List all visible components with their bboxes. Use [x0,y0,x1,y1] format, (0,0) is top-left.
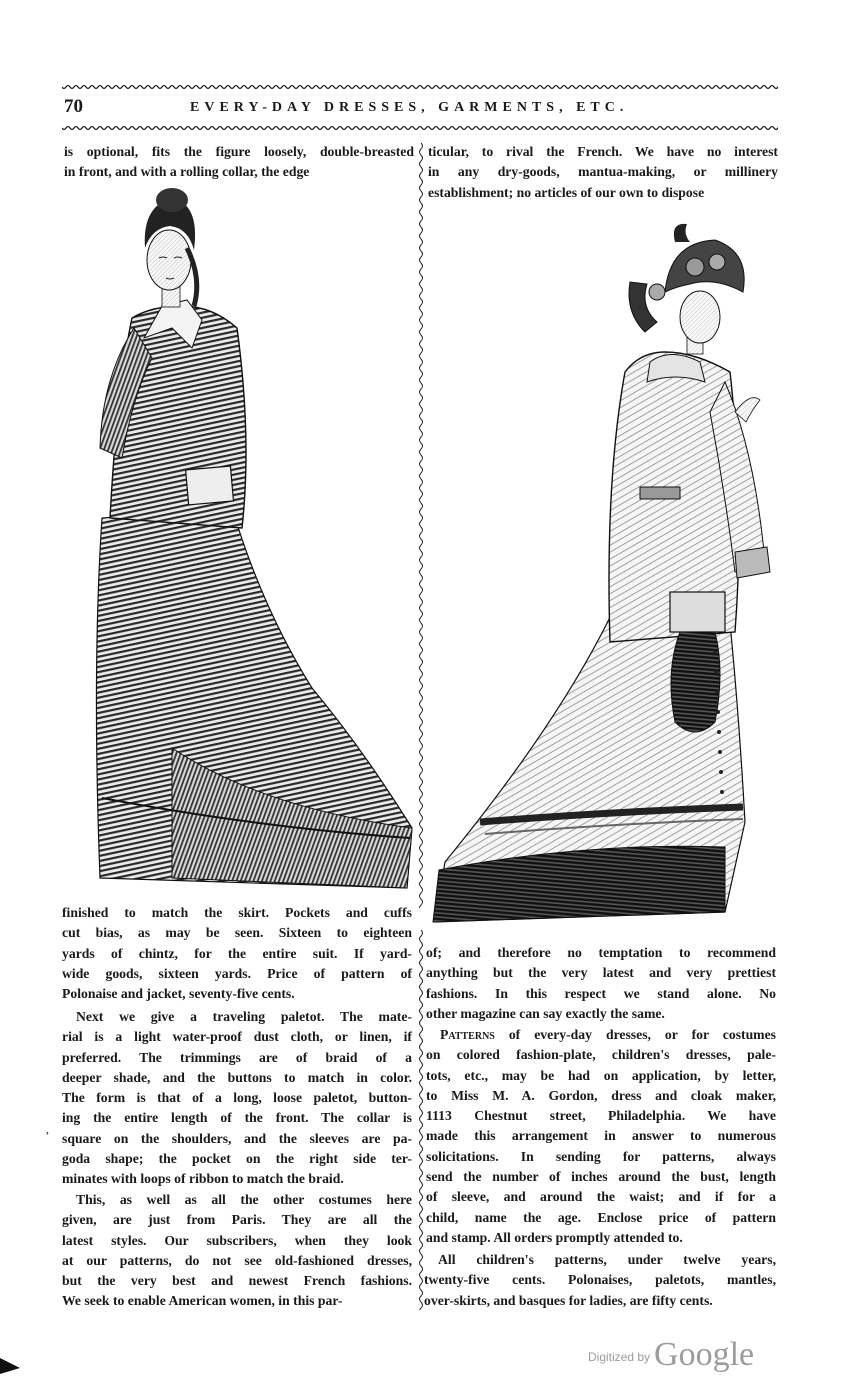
text-line: minates with loops of ribbon to match the braid. [62,1171,344,1187]
header-bottom-rule [62,125,778,131]
text-line: tots, etc., may be had on application, by letter, [426,1067,776,1083]
left-col-paragraph-1 [62,903,412,1004]
text-line: latest styles. Our subscribers, when they look [62,1232,412,1248]
running-head: EVERY-DAY DRESSES, GARMENTS, ETC. [190,100,629,115]
text-line: of sleeve, and around the waist; and if for a [426,1189,776,1205]
text-line: fashions. In this respect we stand alone. No [426,985,776,1001]
stray-ink-mark: , [46,1122,49,1136]
left-col-top-text [64,142,414,183]
text-line: is optional, fits the figure loosely, double-breasted [64,144,414,159]
patterns-lead-word: Patterns [440,1027,495,1042]
text-line: ticular, to rival the French. We have no interest [428,144,778,159]
text-line: child, name the age. Enclose price of pattern [426,1209,776,1225]
text-line: anything but the very latest and very prettiest [426,965,776,981]
text-line: other magazine can say exactly the same. [426,1005,665,1021]
text-line: in front, and with a rolling collar, the edge [64,164,310,180]
digitized-by-google-watermark [588,1336,754,1374]
text-line: rial is a light water-proof dust cloth, or linen, if [62,1029,412,1045]
text-line: This, as well as all the other costumes here [76,1192,412,1207]
text-line: twenty-five cents. Polonaises, paletots, mantles, [424,1272,776,1288]
text-line: solicitations. In sending for patterns, always [426,1148,776,1164]
text-line: but the very best and newest French fashions. [62,1273,412,1289]
left-col-paragraph-2 [62,1007,412,1190]
text-line: in any dry-goods, mantua-making, or millinery [428,164,778,180]
patterns-first-line: of every-day dresses, or for costumes [494,1027,776,1042]
text-line: ing the entire length of the front. The collar is [62,1110,412,1126]
text-line: goda shape; the pocket on the right side ter- [62,1151,412,1167]
text-line: wide goods, sixteen yards. Price of pattern of [62,965,412,981]
text-line: establishment; no articles of our own to dispose [428,184,705,200]
left-col-paragraph-3 [62,1190,412,1312]
text-line: Polonaise and jacket, seventy-five cents. [62,986,295,1002]
header-top-rule [62,84,778,90]
right-col-paragraph-3 [424,1250,776,1311]
corner-ink-mark [0,1358,20,1374]
fashion-plate-right-figure [425,222,777,927]
text-line: and stamp. All orders promptly attended to. [426,1229,683,1245]
text-line: finished to match the skirt. Pockets and cuffs [62,905,412,920]
text-line: on colored fashion-plate, children's dresses, pale- [426,1047,776,1063]
text-line: of; and therefore no temptation to recommend [426,945,776,960]
text-line: given, are just from Paris. They are all the [62,1212,412,1228]
text-line: cut bias, as may be seen. Sixteen to eighteen [62,925,412,941]
text-line: Next we give a traveling paletot. The mate- [76,1009,412,1024]
column-divider-upper [417,143,425,908]
google-logo: Google [654,1336,755,1373]
text-line: We seek to enable American women, in this par- [62,1293,343,1309]
text-line: send the number of inches around the bust, length [426,1169,776,1185]
text-line: deeper shade, and the buttons to match in color. [62,1069,412,1085]
text-line: 1113 Chestnut street, Philadelphia. We have [426,1108,776,1124]
right-col-top-text [428,142,778,203]
right-col-paragraph-1 [426,943,776,1024]
text-line: yards of chintz, for the entire suit. If yard- [62,945,412,961]
text-line: preferred. The trimmings are of braid of a [62,1049,412,1065]
digitized-by-text: Digitized by [588,1350,651,1364]
right-col-paragraph-2 [426,1025,776,1248]
text-line: to Miss M. A. Gordon, dress and cloak maker, [426,1087,776,1103]
text-line: at our patterns, do not see old-fashioned dresses, [62,1252,412,1268]
fashion-plate-left-figure [62,188,414,900]
text-line: The form is that of a long, loose paletot, button- [62,1090,412,1106]
text-line: square on the shoulders, and the sleeves are pa- [62,1130,412,1146]
text-line: made this arrangement in answer to numerous [426,1128,776,1144]
page-number: 70 [64,96,83,117]
text-line: All children's patterns, under twelve years, [438,1252,776,1267]
text-line: over-skirts, and basques for ladies, are fifty cents. [424,1292,713,1308]
